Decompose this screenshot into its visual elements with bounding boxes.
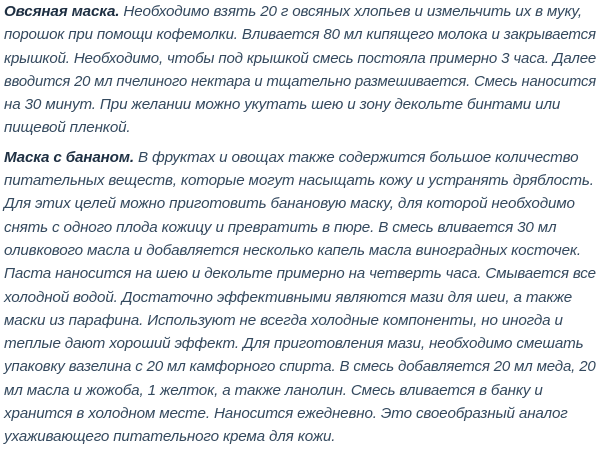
text-line: [4, 146, 596, 169]
text-line: Паста наносится на шею и декольте примерно на четверть часа. Смывается все: [4, 265, 596, 283]
text-fragment: В фруктах и овощах также содержится большое количество: [133, 148, 579, 166]
text-line: теплые дают хороший эффект. Для приготовления мази, необходимо смешать: [4, 335, 584, 353]
text-line: порошок при помощи кофемолки. Вливается 80 мл кипящего молока и закрывается: [4, 26, 596, 44]
text-line: крышкой. Необходимо, чтобы под крышкой смесь постояла примерно 3 часа. Далее: [4, 49, 597, 67]
text-line: маски из парафина. Используют не всегда холодные компоненты, но иногда и: [4, 311, 563, 329]
text-line: Для этих целей можно приготовить банановую маску, для которой необходимо: [4, 195, 575, 213]
article-body: [4, 0, 596, 449]
paragraph-heading: Овсяная маска.: [4, 3, 120, 20]
text-line: пищевой пленкой.: [4, 119, 131, 137]
text-line: снять с одного плода кожицу и превратить в пюре. В смесь вливается 30 мл: [4, 218, 557, 236]
text-line: вводится 20 мл пчелиного нектара и тщательно размешивается. Смесь наносится: [4, 72, 597, 90]
text-line: упаковку вазелина с 20 мл камфорного спирта. В смесь добавляется 20 мл меда, 20: [4, 358, 596, 376]
text-line: [4, 0, 596, 23]
text-line: оливкового масла и добавляется несколько капель масла виноградных косточек.: [4, 241, 581, 259]
text-line: ухаживающего питательного крема для кожи.: [4, 428, 336, 446]
paragraph-banana-mask: [4, 146, 596, 449]
paragraph-heading: Маска с бананом.: [4, 148, 134, 166]
text-line: хранится в холодном месте. Наносится ежедневно. Это своеобразный аналог: [4, 405, 568, 423]
text-line: на 30 минут. При желании можно укутать шею и зону декольте бинтами или: [4, 96, 561, 114]
text-line: мл масла и жожоба, 1 желток, а также ланолин. Смесь вливается в банку и: [4, 381, 543, 399]
paragraph-oat-mask: [4, 0, 596, 140]
text-line: холодной водой. Достаточно эффективными являются мази для шеи, а также: [4, 288, 573, 306]
text-line: питательных веществ, которые могут насыщать кожу и устранять дряблость.: [4, 172, 594, 190]
text-fragment: Необходимо взять 20 г овсяных хлопьев и измельчить их в муку,: [119, 3, 582, 20]
